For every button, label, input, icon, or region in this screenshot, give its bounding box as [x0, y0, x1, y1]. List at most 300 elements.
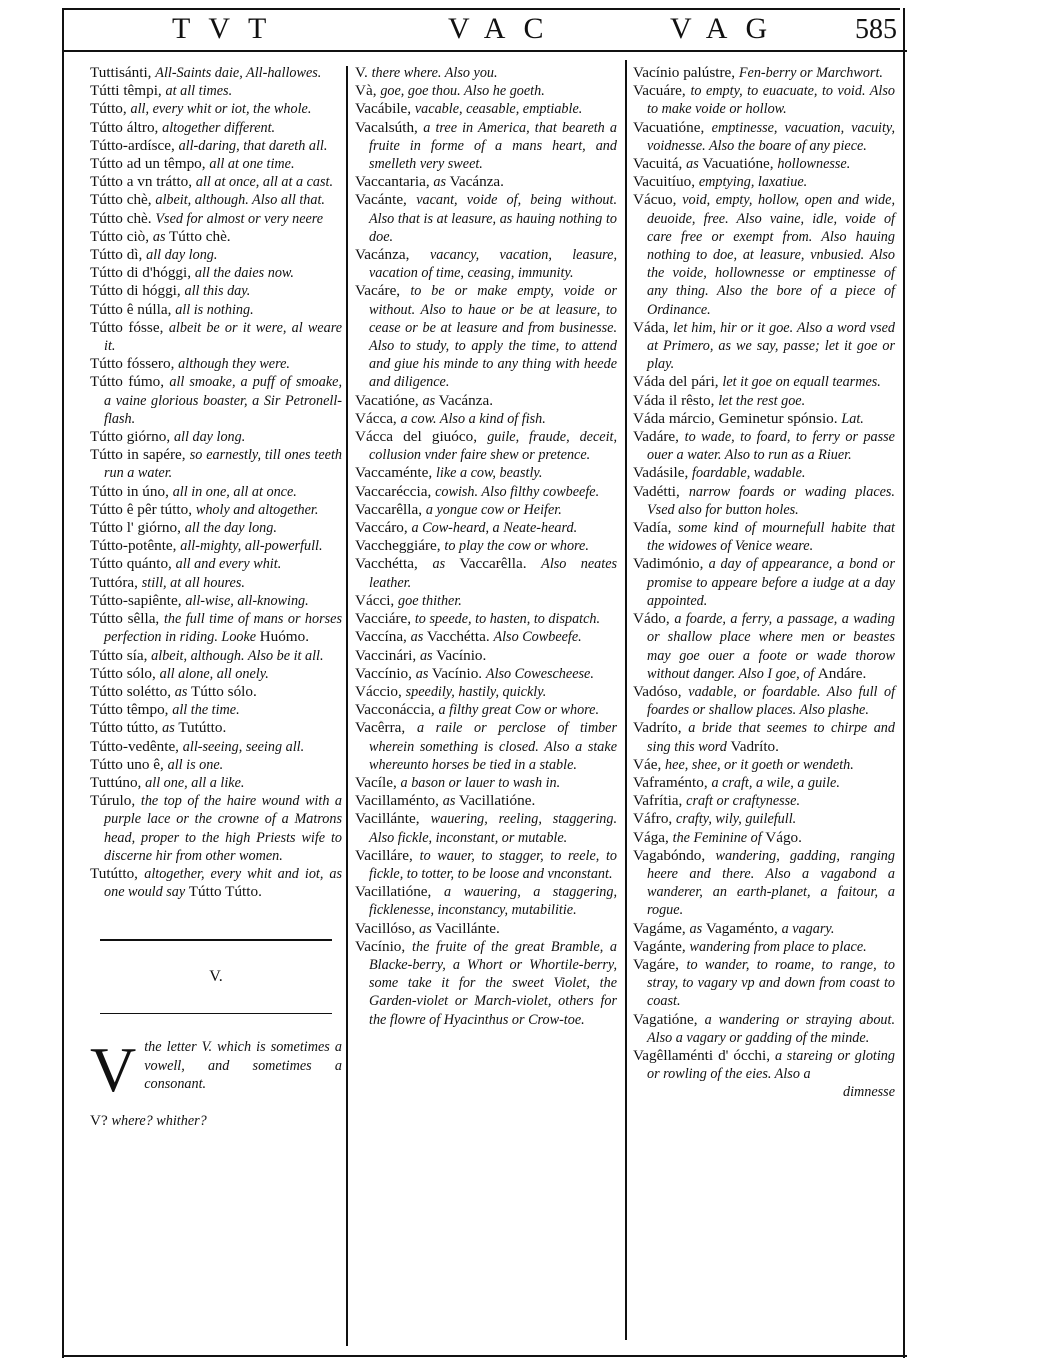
definition: a Cow-heard, a Neate-heard.: [411, 520, 578, 537]
headword: Váda,: [633, 318, 674, 336]
dictionary-entry: [633, 155, 895, 173]
headword: Tútto dì,: [90, 246, 147, 264]
definition: all this day.: [184, 283, 251, 300]
column-2: [355, 64, 617, 1029]
headword: Vacconáccia,: [355, 701, 439, 719]
definition: wauering, reeling, staggering. Also fickle, inconstant, or mutable.: [369, 811, 617, 846]
section-rule-bottom: [100, 1013, 332, 1014]
dictionary-entry: [355, 719, 617, 774]
headword: Vaccaménte,: [355, 464, 436, 482]
dictionary-entry: [633, 847, 895, 920]
definition: let it goe on equall tearmes.: [722, 374, 881, 391]
dictionary-entry: [90, 173, 342, 191]
definition: hollownesse.: [777, 156, 851, 173]
definition: a filthy great Cow or whore.: [438, 702, 600, 719]
column-3: [633, 64, 895, 1102]
headword: Vaframénto,: [633, 773, 712, 791]
dictionary-entry: [633, 683, 895, 719]
definition: where? whither?: [111, 1113, 207, 1130]
definition: void, empty, hollow, open and wide, deuoide, free. Also vaine, idle, voide of care free or exempt from. Also hauing nothing to doe, at leasure, vnbusied. Also the voide, hollownesse or emptinesse of any thing. Also the bore of a piece of Ordinance.: [647, 192, 895, 318]
definition: a bason or lauer to wash in.: [400, 774, 561, 791]
definition: to empty, to euacuate, to void. Also to make voide or hollow.: [647, 83, 895, 118]
headword: Vadimónio,: [633, 555, 709, 573]
definition: although they were.: [178, 356, 290, 373]
column-divider-1: [346, 66, 348, 1346]
cross-reference: Vacánza.: [449, 173, 504, 191]
dictionary-entry: [633, 956, 895, 1011]
definition: all the daies now.: [194, 265, 294, 282]
dictionary-entry: [90, 665, 342, 683]
definition: to speede, to hasten, to dispatch.: [414, 611, 601, 628]
dictionary-entry: [90, 683, 342, 701]
dictionary-entry: [633, 774, 895, 792]
headword: Vagatióne,: [633, 1010, 705, 1028]
dictionary-entry: [355, 665, 617, 683]
definition: albeit, although. Also be it all.: [151, 647, 324, 664]
dictionary-entry: [633, 483, 895, 519]
headword: Tútto áltro,: [90, 118, 163, 136]
dictionary-entry: [355, 519, 617, 537]
definition: wholy and altogether.: [195, 501, 319, 518]
definition: all, every whit or iot, the whole.: [130, 101, 312, 118]
headword: Tútto ê núlla,: [90, 300, 176, 318]
definition: all smoake, a puff of smoake, a vaine glorious boaster, a Sir Petronell-flash.: [104, 374, 343, 427]
definition: all one, all a like.: [145, 774, 245, 791]
definition: a tree in America, that beareth a fruite in forme of a mans heart, and smelleth very sweet.: [369, 119, 618, 173]
definition: speedily, hastily, quickly.: [405, 683, 547, 700]
right-border: [903, 8, 905, 1358]
cross-reference: Vadríto.: [730, 737, 779, 755]
definition: as: [152, 228, 170, 245]
left-border: [62, 8, 64, 1358]
dictionary-entry: [633, 119, 895, 155]
headword: Vaccáro,: [355, 519, 412, 537]
entry-list-1: [90, 64, 342, 901]
dictionary-entry: [633, 410, 895, 428]
headword: Vacêrra,: [355, 719, 417, 737]
headword: Tútto in sapére,: [90, 446, 190, 464]
headword: Tuttóra,: [90, 573, 142, 591]
dictionary-entry: [633, 719, 895, 755]
headword: Vadía,: [633, 519, 679, 537]
definition: a vagary.: [781, 920, 835, 937]
headword: Vacilláre,: [355, 846, 420, 864]
dictionary-entry: [355, 537, 617, 555]
headword: Tútto-ardísce,: [90, 136, 179, 154]
headword: Vacuitá,: [633, 155, 687, 173]
definition: all the day long.: [184, 520, 277, 537]
dictionary-entry: [633, 610, 895, 683]
headword: Tútto sêlla,: [90, 610, 164, 628]
definition: altogether, every whit and iot, as one would say: [104, 865, 342, 901]
dictionary-entry: [90, 756, 342, 774]
dictionary-entry: [355, 246, 617, 282]
definition: wandering from place to place.: [689, 938, 867, 955]
definition: still, at all houres.: [141, 574, 245, 591]
dictionary-entry: [90, 701, 342, 719]
definition: so earnestly, till ones teeth run a water.: [104, 447, 342, 482]
dictionary-entry: [90, 428, 342, 446]
dictionary-entry: [633, 938, 895, 956]
definition: all-seeing, seeing all.: [182, 738, 305, 755]
column-1: [90, 64, 342, 1131]
headword: Vacábile,: [355, 100, 415, 118]
definition: the full time of mans or horses perfection in riding. Looke: [104, 611, 342, 646]
definition: Fen-berry or Marchwort.: [738, 65, 883, 81]
dictionary-entry: [355, 82, 617, 100]
headword: Túrulo,: [90, 792, 141, 810]
definition: all in one, all at once.: [172, 483, 297, 500]
cross-reference: Vacillánte.: [435, 919, 500, 937]
headword: Tútto in úno,: [90, 482, 173, 500]
definition: to play the cow or whore.: [444, 538, 589, 555]
headword: Tútto chè.: [90, 209, 156, 227]
headword: Tútto sía,: [90, 646, 152, 664]
dictionary-entry: [90, 210, 342, 228]
entry-list-after: [90, 1112, 342, 1130]
dictionary-entry: [355, 920, 617, 938]
dictionary-entry: [633, 191, 895, 318]
dictionary-entry: [355, 64, 617, 82]
dictionary-entry: [355, 683, 617, 701]
cross-reference: Vacínio.: [431, 664, 486, 682]
drop-cap: V: [90, 1038, 137, 1106]
dictionary-entry: [355, 555, 617, 591]
dictionary-entry: [633, 829, 895, 847]
headword: Vacíle,: [355, 773, 401, 791]
headword: Vacillaménto,: [355, 792, 443, 810]
definition: a stareing or gloting or rowling of the eies. Also a: [647, 1047, 895, 1083]
definition: as: [162, 720, 179, 737]
dictionary-entry: [90, 264, 342, 282]
headword: Váda márcio, Geminetur spónsio.: [633, 409, 842, 427]
dictionary-entry: [633, 64, 895, 82]
definition: let the rest goe.: [718, 392, 806, 409]
dictionary-entry: [90, 82, 342, 100]
headword: Vacuáre,: [633, 82, 691, 100]
dictionary-entry: [90, 501, 342, 519]
definition: all at once, all at a cast.: [195, 174, 334, 191]
headword: Vaccinári,: [355, 646, 420, 664]
section-rule-top: [100, 939, 332, 941]
headword: Vacciáre,: [355, 610, 415, 628]
definition: a yongue cow or Heifer.: [425, 501, 562, 518]
headword: Vácuo,: [633, 191, 683, 209]
definition: the Feminine of: [672, 829, 766, 846]
dictionary-entry: [633, 464, 895, 482]
headword: Vaccaréccia,: [355, 482, 436, 500]
dictionary-entry: [90, 282, 342, 300]
dictionary-entry: [355, 119, 617, 174]
definition: to wade, to foard, to ferry or passe ouer a water. Also to run as a Riuer.: [647, 429, 895, 464]
running-head-middle: VAC: [448, 12, 562, 45]
headword: Tútti têmpi,: [90, 82, 166, 100]
headword: Vacínio palústre,: [633, 64, 739, 81]
definition: as: [419, 920, 436, 937]
dictionary-entry: [90, 64, 342, 82]
definition: as: [415, 665, 432, 682]
cross-reference: Vacchétta.: [426, 628, 494, 646]
definition: guile, fraude, deceit, collusion vnder faire shew or pretence.: [369, 429, 618, 464]
definition: a cow. Also a kind of fish.: [400, 410, 546, 427]
dictionary-entry: [633, 920, 895, 938]
dictionary-entry: [90, 865, 342, 901]
cross-reference: Tútto Tútto.: [188, 883, 262, 901]
headword: Vaccheggiáre,: [355, 537, 445, 555]
dictionary-entry: [90, 738, 342, 756]
headword: Tútto ad un têmpo,: [90, 155, 210, 173]
definition: goe, goe thou. Also he goeth.: [380, 83, 545, 100]
definition: all day long.: [173, 429, 246, 446]
definition: hee, shee, or it goeth or wendeth.: [665, 756, 854, 773]
headword: Vacáre,: [355, 282, 411, 300]
dictionary-entry: [633, 392, 895, 410]
definition: to wander, to roame, to range, to stray, to vagary vp and down from coast to coast.: [647, 956, 895, 1010]
headword: Tútto a vn trátto,: [90, 173, 196, 191]
headword: Vága,: [633, 828, 673, 846]
section-heading: V.: [209, 968, 223, 986]
definition: albeit be or it were, al weare it.: [104, 319, 342, 355]
dictionary-entry: [90, 373, 342, 428]
definition: Vsed for almost or very neere: [155, 210, 324, 227]
dictionary-entry: [355, 883, 617, 919]
dictionary-entry: [90, 537, 342, 555]
headword: Vaccarêlla,: [355, 500, 426, 518]
cross-reference: Vacillatióne.: [458, 792, 536, 810]
dictionary-entry: [355, 938, 617, 1029]
dictionary-entry: [90, 483, 342, 501]
headword: Vacillánte,: [355, 810, 431, 828]
definition: like a cow, beastly.: [435, 465, 543, 482]
definition: as: [442, 793, 459, 810]
dictionary-entry: [355, 628, 617, 646]
column-divider-2: [625, 60, 627, 1340]
definition: as: [689, 920, 706, 937]
dictionary-entry: [355, 592, 617, 610]
headword: Váfro,: [633, 810, 677, 828]
definition: Also Cowescheese.: [485, 665, 594, 682]
cross-reference: Vacuatióne,: [702, 155, 778, 173]
dictionary-entry: [90, 719, 342, 737]
headword: Tútto-vedênte,: [90, 737, 183, 755]
headword: Vadáre,: [633, 428, 685, 446]
dictionary-entry: [355, 282, 617, 391]
definition: cowish. Also filthy cowbeefe.: [435, 483, 600, 500]
cross-reference: Andáre.: [817, 664, 867, 682]
catchword: dimnesse: [842, 1084, 895, 1101]
headword: Tútto uno ê,: [90, 755, 168, 773]
letter-intro: [90, 1038, 342, 1108]
headword: Tútto di hóggi,: [90, 282, 185, 300]
definition: a wauering, a staggering, ficklenesse, inconstancy, mutabilitie.: [369, 884, 617, 919]
definition: Lat.: [841, 410, 864, 427]
dictionary-entry: [90, 519, 342, 537]
definition: all-wise, all-knowing.: [185, 592, 309, 609]
dictionary-entry: [633, 373, 895, 391]
dictionary-entry: [355, 774, 617, 792]
headword: Tuttúno,: [90, 773, 146, 791]
headword: Vagánte,: [633, 937, 690, 955]
headword: Vacánza,: [355, 246, 430, 264]
dictionary-entry: [90, 1112, 342, 1130]
headword: Tútto quánto,: [90, 555, 176, 573]
definition: as: [174, 683, 191, 700]
dictionary-entry: [633, 173, 895, 191]
headword: Vadóso,: [633, 682, 689, 700]
headword: Tútto solétto,: [90, 682, 175, 700]
definition: all at one time.: [209, 156, 295, 173]
headword: Vaccínio,: [355, 664, 416, 682]
headword: Tútto,: [90, 100, 131, 118]
dictionary-entry: [355, 392, 617, 410]
definition: wandering, gadding, ranging heere and there. Also a vagabond a wanderer, an earth-planet, a faitour, a rogue.: [647, 847, 895, 919]
dictionary-entry: [633, 810, 895, 828]
letter-intro-text: the letter V. which is sometimes a vowell, and sometimes a consonant.: [144, 1039, 342, 1092]
definition: the fruite of the great Bramble, a Blacke-berry, a Whort or Whortile-berry, some take it for the sweet Violet, the Garden-violet or March-violet, others for the flowre of Hyacinthus or Crow-toe.: [369, 938, 617, 1028]
definition: crafty, wily, guilefull.: [676, 811, 797, 828]
dictionary-entry: [355, 173, 617, 191]
dictionary-entry: [633, 1011, 895, 1047]
headword: Tútto ê pêr tútto,: [90, 500, 196, 518]
definition: all is one.: [167, 756, 224, 773]
headword: Vacillóso,: [355, 919, 420, 937]
headword: Tútto fóssero,: [90, 355, 179, 373]
headword: Vagáre,: [633, 955, 687, 973]
dictionary-entry: [90, 191, 342, 209]
dictionary-entry: [633, 792, 895, 810]
definition: a raile or perclose of timber wherein something is closed. Also a stake whereunto horses be tied in a stable.: [369, 720, 617, 773]
headword: Và,: [355, 82, 381, 100]
dictionary-entry: [90, 446, 342, 482]
cross-reference: Vacínio.: [436, 646, 487, 664]
headword: Vácca,: [355, 409, 401, 427]
cross-reference: Vacánza.: [438, 391, 494, 409]
dictionary-entry: [633, 319, 895, 374]
definition: as: [433, 174, 450, 191]
definition: vacable, ceasable, emptiable.: [414, 101, 583, 118]
definition: a foarde, a ferry, a passage, a wading or shallow place where men or beastes may goe ouer a foote or wade thorow without danger. Also I goe, of: [647, 611, 895, 682]
dictionary-entry: [90, 647, 342, 665]
dictionary-entry: [355, 100, 617, 118]
cross-reference: Huómo.: [259, 628, 310, 646]
definition: Also Cowbeefe.: [493, 629, 582, 646]
headword: Vacchétta,: [355, 555, 433, 573]
cross-reference: Vágo.: [765, 828, 802, 846]
headword: Tútto fúmo,: [90, 373, 170, 391]
dictionary-entry: [355, 501, 617, 519]
definition: narrow foards or wading places. Vsed also for button holes.: [647, 483, 895, 518]
headword: Váccio,: [355, 682, 406, 700]
definition: the top of the haire wound with a purple lace or the crowne of a Matrons head, proper to the high Priests wife to discerne hir from other women.: [104, 793, 342, 864]
headword: Tútto tútto,: [90, 719, 163, 737]
dictionary-entry: [633, 519, 895, 555]
definition: goe thither.: [398, 592, 462, 609]
headword: Tutútto,: [90, 864, 145, 882]
definition: at all times.: [165, 83, 233, 100]
definition: as: [432, 556, 460, 573]
definition: all-mighty, all-powerfull.: [180, 538, 323, 555]
definition: emptying, laxatiue.: [698, 174, 808, 191]
definition: craft or craftynesse.: [686, 793, 801, 810]
dictionary-entry: [633, 555, 895, 610]
cross-reference: Tutútto.: [178, 719, 227, 737]
definition: there where. Also you.: [371, 65, 498, 81]
cross-reference: Tútto chè.: [169, 227, 231, 245]
definition: some kind of mournefull habite that the widowes of Venice weare.: [647, 520, 895, 555]
definition: as: [686, 156, 703, 173]
dictionary-entry: [355, 610, 617, 628]
dictionary-entry: [355, 410, 617, 428]
bottom-rule: [62, 1355, 907, 1357]
dictionary-entry: [90, 574, 342, 592]
headword: Vagáme,: [633, 919, 690, 937]
headword: Vadríto,: [633, 719, 689, 737]
headword: Tútto di d'hóggi,: [90, 264, 195, 282]
dictionary-entry: [90, 155, 342, 173]
definition: all is nothing.: [175, 301, 254, 318]
definition: albeit, although. Also all that.: [155, 192, 325, 209]
headword: Vacuatióne,: [633, 118, 712, 136]
dictionary-entry: [90, 137, 342, 155]
top-rule: [62, 8, 900, 10]
headword: Vagêllaménti d' ócchi,: [633, 1046, 775, 1064]
definition: vacant, voide of, being without. Also that is at leasure, as hauing nothing to doe.: [369, 192, 618, 245]
definition: a craft, a wile, a guile.: [711, 774, 840, 791]
headword: Vacalsúth,: [355, 118, 424, 136]
headword: Vacínio,: [355, 937, 413, 955]
headword: Tútto ciò,: [90, 227, 153, 245]
headword: Vagabóndo,: [633, 846, 716, 864]
headword: Tútto giórno,: [90, 428, 174, 446]
dictionary-entry: [633, 756, 895, 774]
headword: Tútto fósse,: [90, 318, 169, 336]
definition: as: [410, 629, 427, 646]
dictionary-entry: [355, 483, 617, 501]
definition: All-Saints daie, All-hallowes.: [155, 65, 322, 81]
definition: all alone, all onely.: [159, 665, 269, 682]
running-head-right: VAG: [670, 12, 786, 45]
dictionary-entry: [90, 119, 342, 137]
dictionary-entry: [355, 647, 617, 665]
definition: vadable, or foardable. Also full of foardes or shallow places. Also plashe.: [647, 683, 896, 719]
headword: Vafrítia,: [633, 792, 687, 810]
headword: Tútto l' giórno,: [90, 519, 185, 537]
headword: Tútto-potênte,: [90, 537, 181, 555]
dictionary-entry: [90, 301, 342, 319]
headword: Vacuitíuo,: [633, 173, 699, 191]
headword: Tútto têmpo,: [90, 701, 173, 719]
dictionary-entry: [90, 319, 342, 355]
dictionary-entry: [355, 701, 617, 719]
definition: to wauer, to stagger, to reele, to fickle, to totter, to be loose and vnconstant.: [369, 847, 617, 882]
dictionary-entry: [90, 228, 342, 246]
definition: all and every whit.: [175, 556, 282, 573]
headword: Vádo,: [633, 610, 675, 628]
headword: Tútto-sapiênte,: [90, 591, 186, 609]
definition: emptinesse, vacuation, vacuity, voidnesse. Also the boare of any piece.: [647, 119, 895, 154]
dictionary-entry: [355, 847, 617, 883]
cross-reference: Tútto sólo.: [190, 682, 257, 700]
dictionary-entry: [90, 774, 342, 792]
dictionary-entry: [633, 1047, 895, 1083]
definition: to be or make empty, voide or without. Also to haue or be at leasure, to cease or be at leasure and from businesse. Also to study, to apply the time, to attend and giue his minde to any thing with heede and diligence.: [369, 283, 617, 391]
dictionary-entry: [355, 792, 617, 810]
dictionary-entry: [90, 355, 342, 373]
headword: Tuttisánti,: [90, 64, 156, 81]
definition: all the time.: [172, 702, 240, 719]
definition: altogether different.: [162, 119, 276, 136]
headword: Vaccína,: [355, 628, 411, 646]
